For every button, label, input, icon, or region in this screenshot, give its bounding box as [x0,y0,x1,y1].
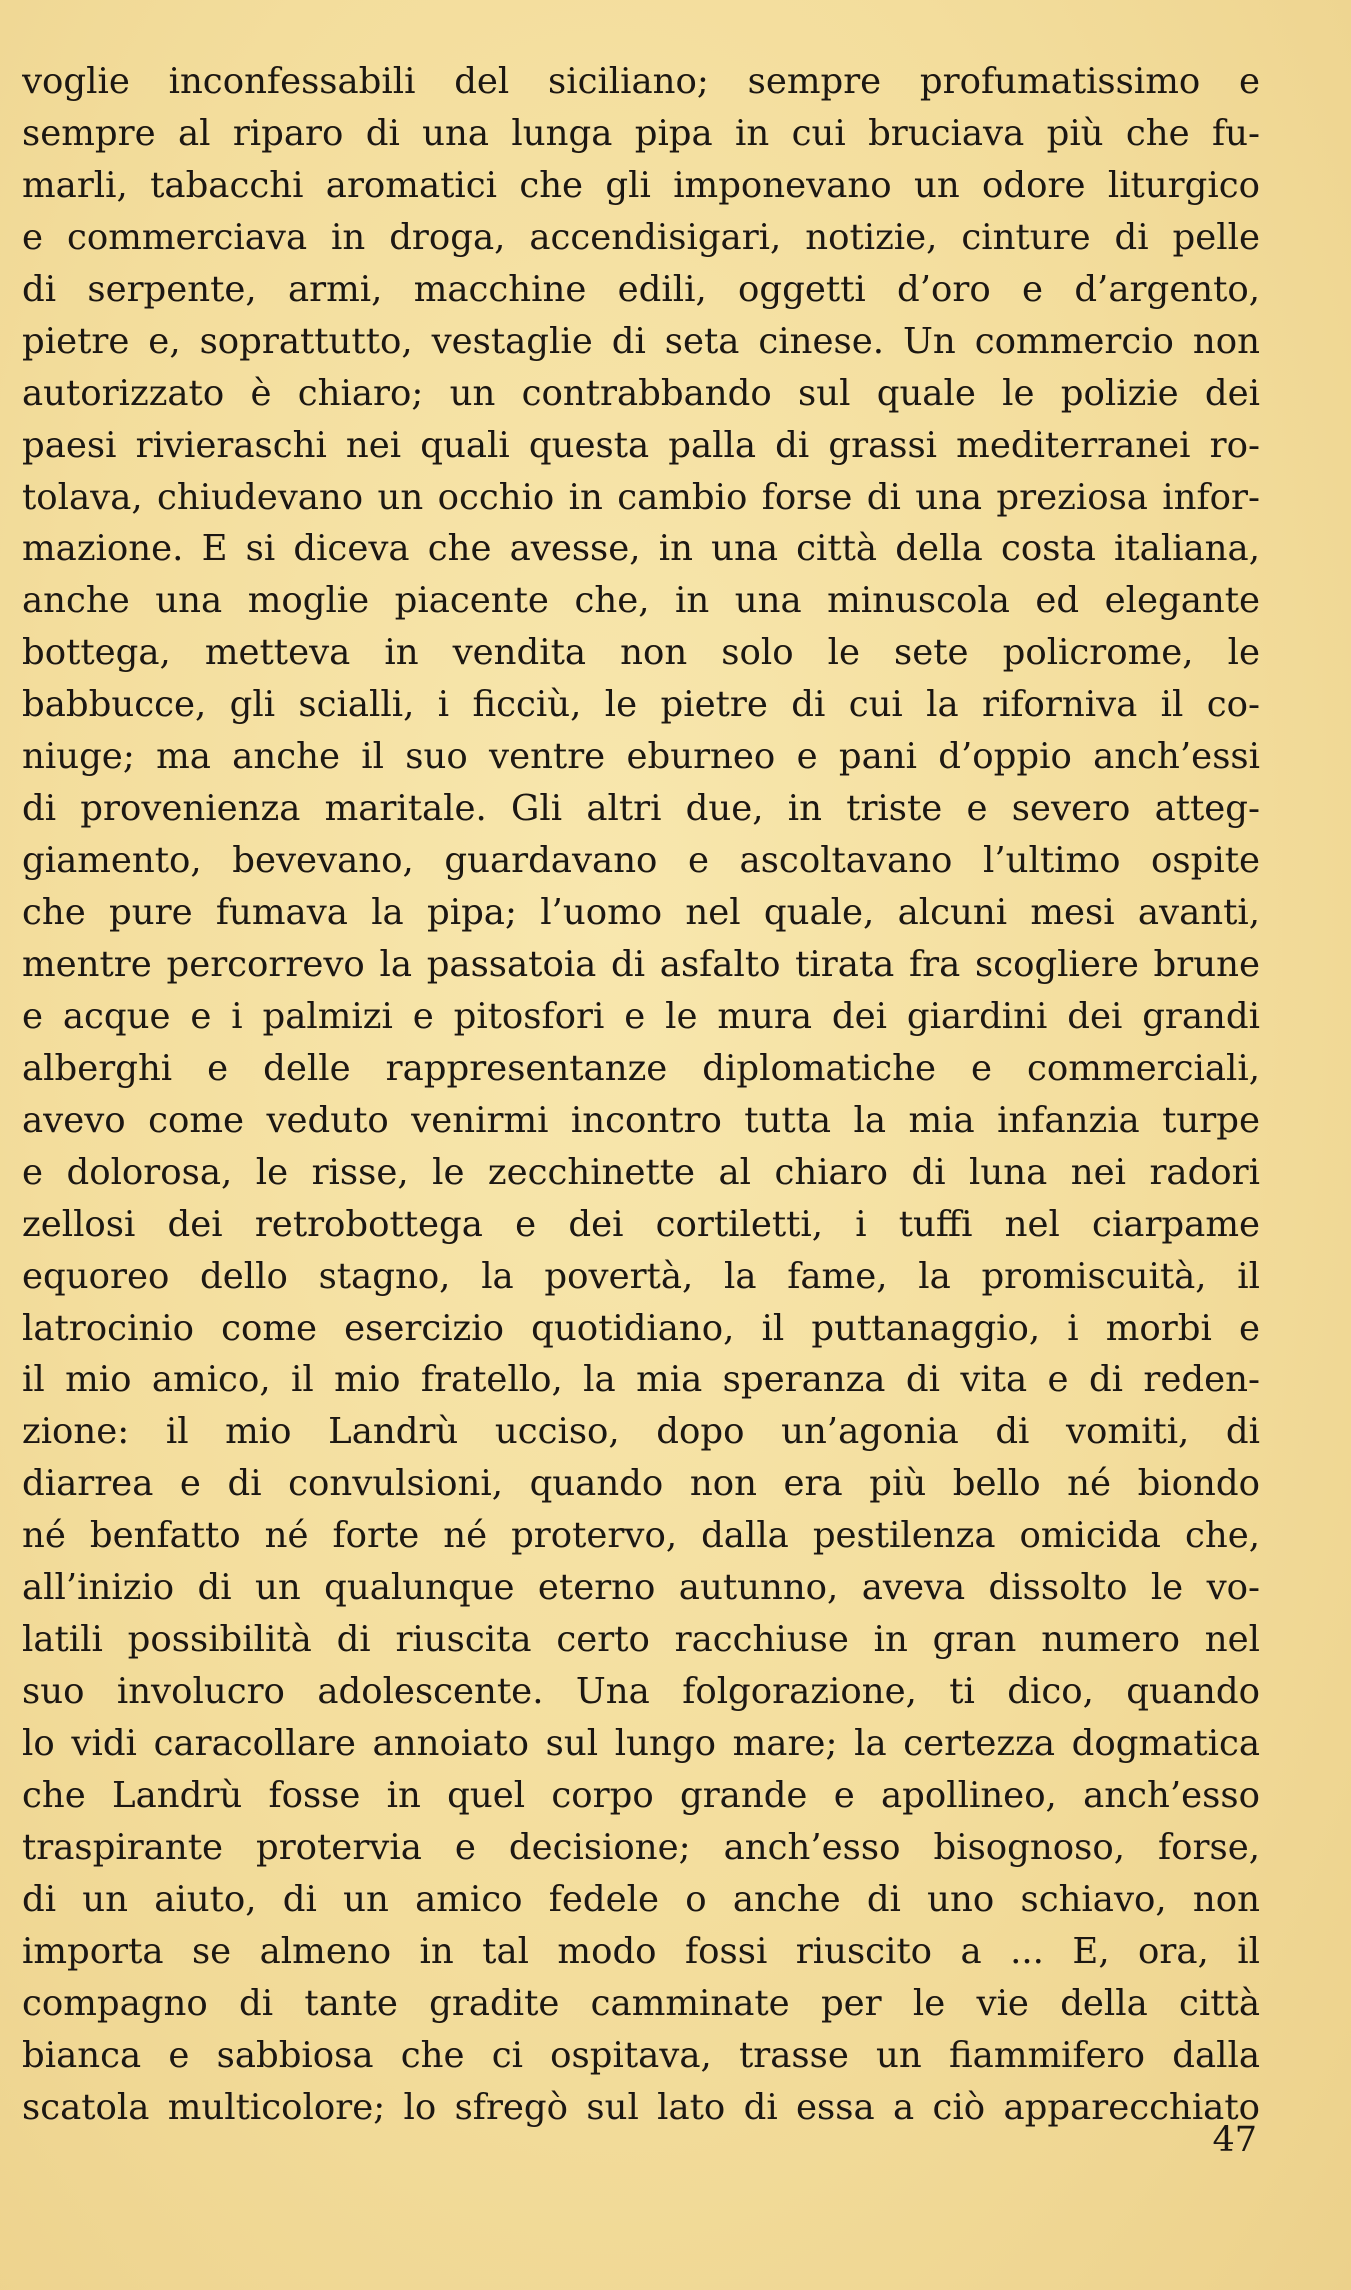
text-line: e acque e i palmizi e pitosfori e le mura dei giardini dei grandi [22,995,1260,1037]
text-line: all’inizio di un qualunque eterno autunno, aveva dissolto le vo- [22,1567,1260,1609]
text-line: lo vidi caracollare annoiato sul lungo mare; la certezza dogmatica [22,1723,1260,1764]
text-line: avevo come veduto venirmi incontro tutta la mia infanzia turpe [22,1099,1260,1141]
text-line: importa se almeno in tal modo fossi riuscito a ... E, ora, il [22,1930,1260,1972]
text-line: mazione. E si diceva che avesse, in una città della costa italiana, [22,528,1260,570]
text-line: bottega, metteva in vendita non solo le sete policrome, le [22,632,1260,674]
text-line: marli, tabacchi aromatici che gli imponevano un odore liturgico [22,164,1260,206]
text-line: bianca e sabbiosa che ci ospitava, trasse un fiammifero dalla [22,2034,1260,2076]
text-line: zione: il mio Landrù ucciso, dopo un’agonia di vomiti, di [22,1411,1260,1453]
text-line: latrocinio come esercizio quotidiano, il puttanaggio, i morbi e [22,1307,1260,1349]
body-text [22,56,1260,2134]
text-line: diarrea e di convulsioni, quando non era più bello né biondo [22,1463,1260,1505]
text-line: che Landrù fosse in quel corpo grande e apollineo, anch’esso [22,1774,1260,1816]
text-line: zellosi dei retrobottega e dei cortiletti, i tuffi nel ciarpame [22,1203,1260,1245]
text-line: voglie inconfessabili del siciliano; sempre profumatissimo e [22,61,1260,102]
text-line: pietre e, soprattutto, vestaglie di seta cinese. Un commercio non [22,320,1260,362]
text-line: di provenienza maritale. Gli altri due, in triste e severo atteg- [22,788,1260,830]
text-line: babbucce, gli scialli, i ficciù, le pietre di cui la riforniva il co- [22,684,1260,726]
page-number: 47 [1212,2120,1257,2160]
text-line: il mio amico, il mio fratello, la mia speranza di vita e di reden- [22,1359,1260,1401]
text-line: né benfatto né forte né protervo, dalla pestilenza omicida che, [22,1515,1260,1557]
text-line: tolava, chiudevano un occhio in cambio forse di una preziosa infor- [22,476,1260,518]
text-line: scatola multicolore; lo sfregò sul lato di essa a ciò apparecchiato [22,2086,1260,2128]
text-line: alberghi e delle rappresentanze diplomatiche e commerciali, [22,1047,1260,1089]
text-line: mentre percorrevo la passatoia di asfalto tirata fra scogliere brune [22,943,1260,985]
text-line: e dolorosa, le risse, le zecchinette al chiaro di luna nei radori [22,1151,1260,1193]
text-line: paesi rivieraschi nei quali questa palla di grassi mediterranei ro- [22,424,1260,466]
text-line: di serpente, armi, macchine edili, oggetti d’oro e d’argento, [22,268,1260,310]
text-line: sempre al riparo di una lunga pipa in cui bruciava più che fu- [22,112,1260,154]
text-line: di un aiuto, di un amico fedele o anche di uno schiavo, non [22,1878,1260,1920]
text-line: equoreo dello stagno, la povertà, la fame, la promiscuità, il [22,1255,1260,1297]
text-line: giamento, bevevano, guardavano e ascoltavano l’ultimo ospite [22,840,1260,882]
text-line: traspirante protervia e decisione; anch’esso bisognoso, forse, [22,1826,1260,1868]
text-line: e commerciava in droga, accendisigari, notizie, cinture di pelle [22,216,1260,258]
text-line: che pure fumava la pipa; l’uomo nel quale, alcuni mesi avanti, [22,892,1260,933]
text-line: suo involucro adolescente. Una folgorazione, ti dico, quando [22,1671,1260,1713]
text-line: anche una moglie piacente che, in una minuscola ed elegante [22,580,1260,622]
text-line: niuge; ma anche il suo ventre eburneo e pani d’oppio anch’essi [22,736,1260,778]
text-line: compagno di tante gradite camminate per le vie della città [22,1982,1260,2024]
text-line: autorizzato è chiaro; un contrabbando sul quale le polizie dei [22,372,1260,414]
text-line: latili possibilità di riuscita certo racchiuse in gran numero nel [22,1619,1260,1661]
